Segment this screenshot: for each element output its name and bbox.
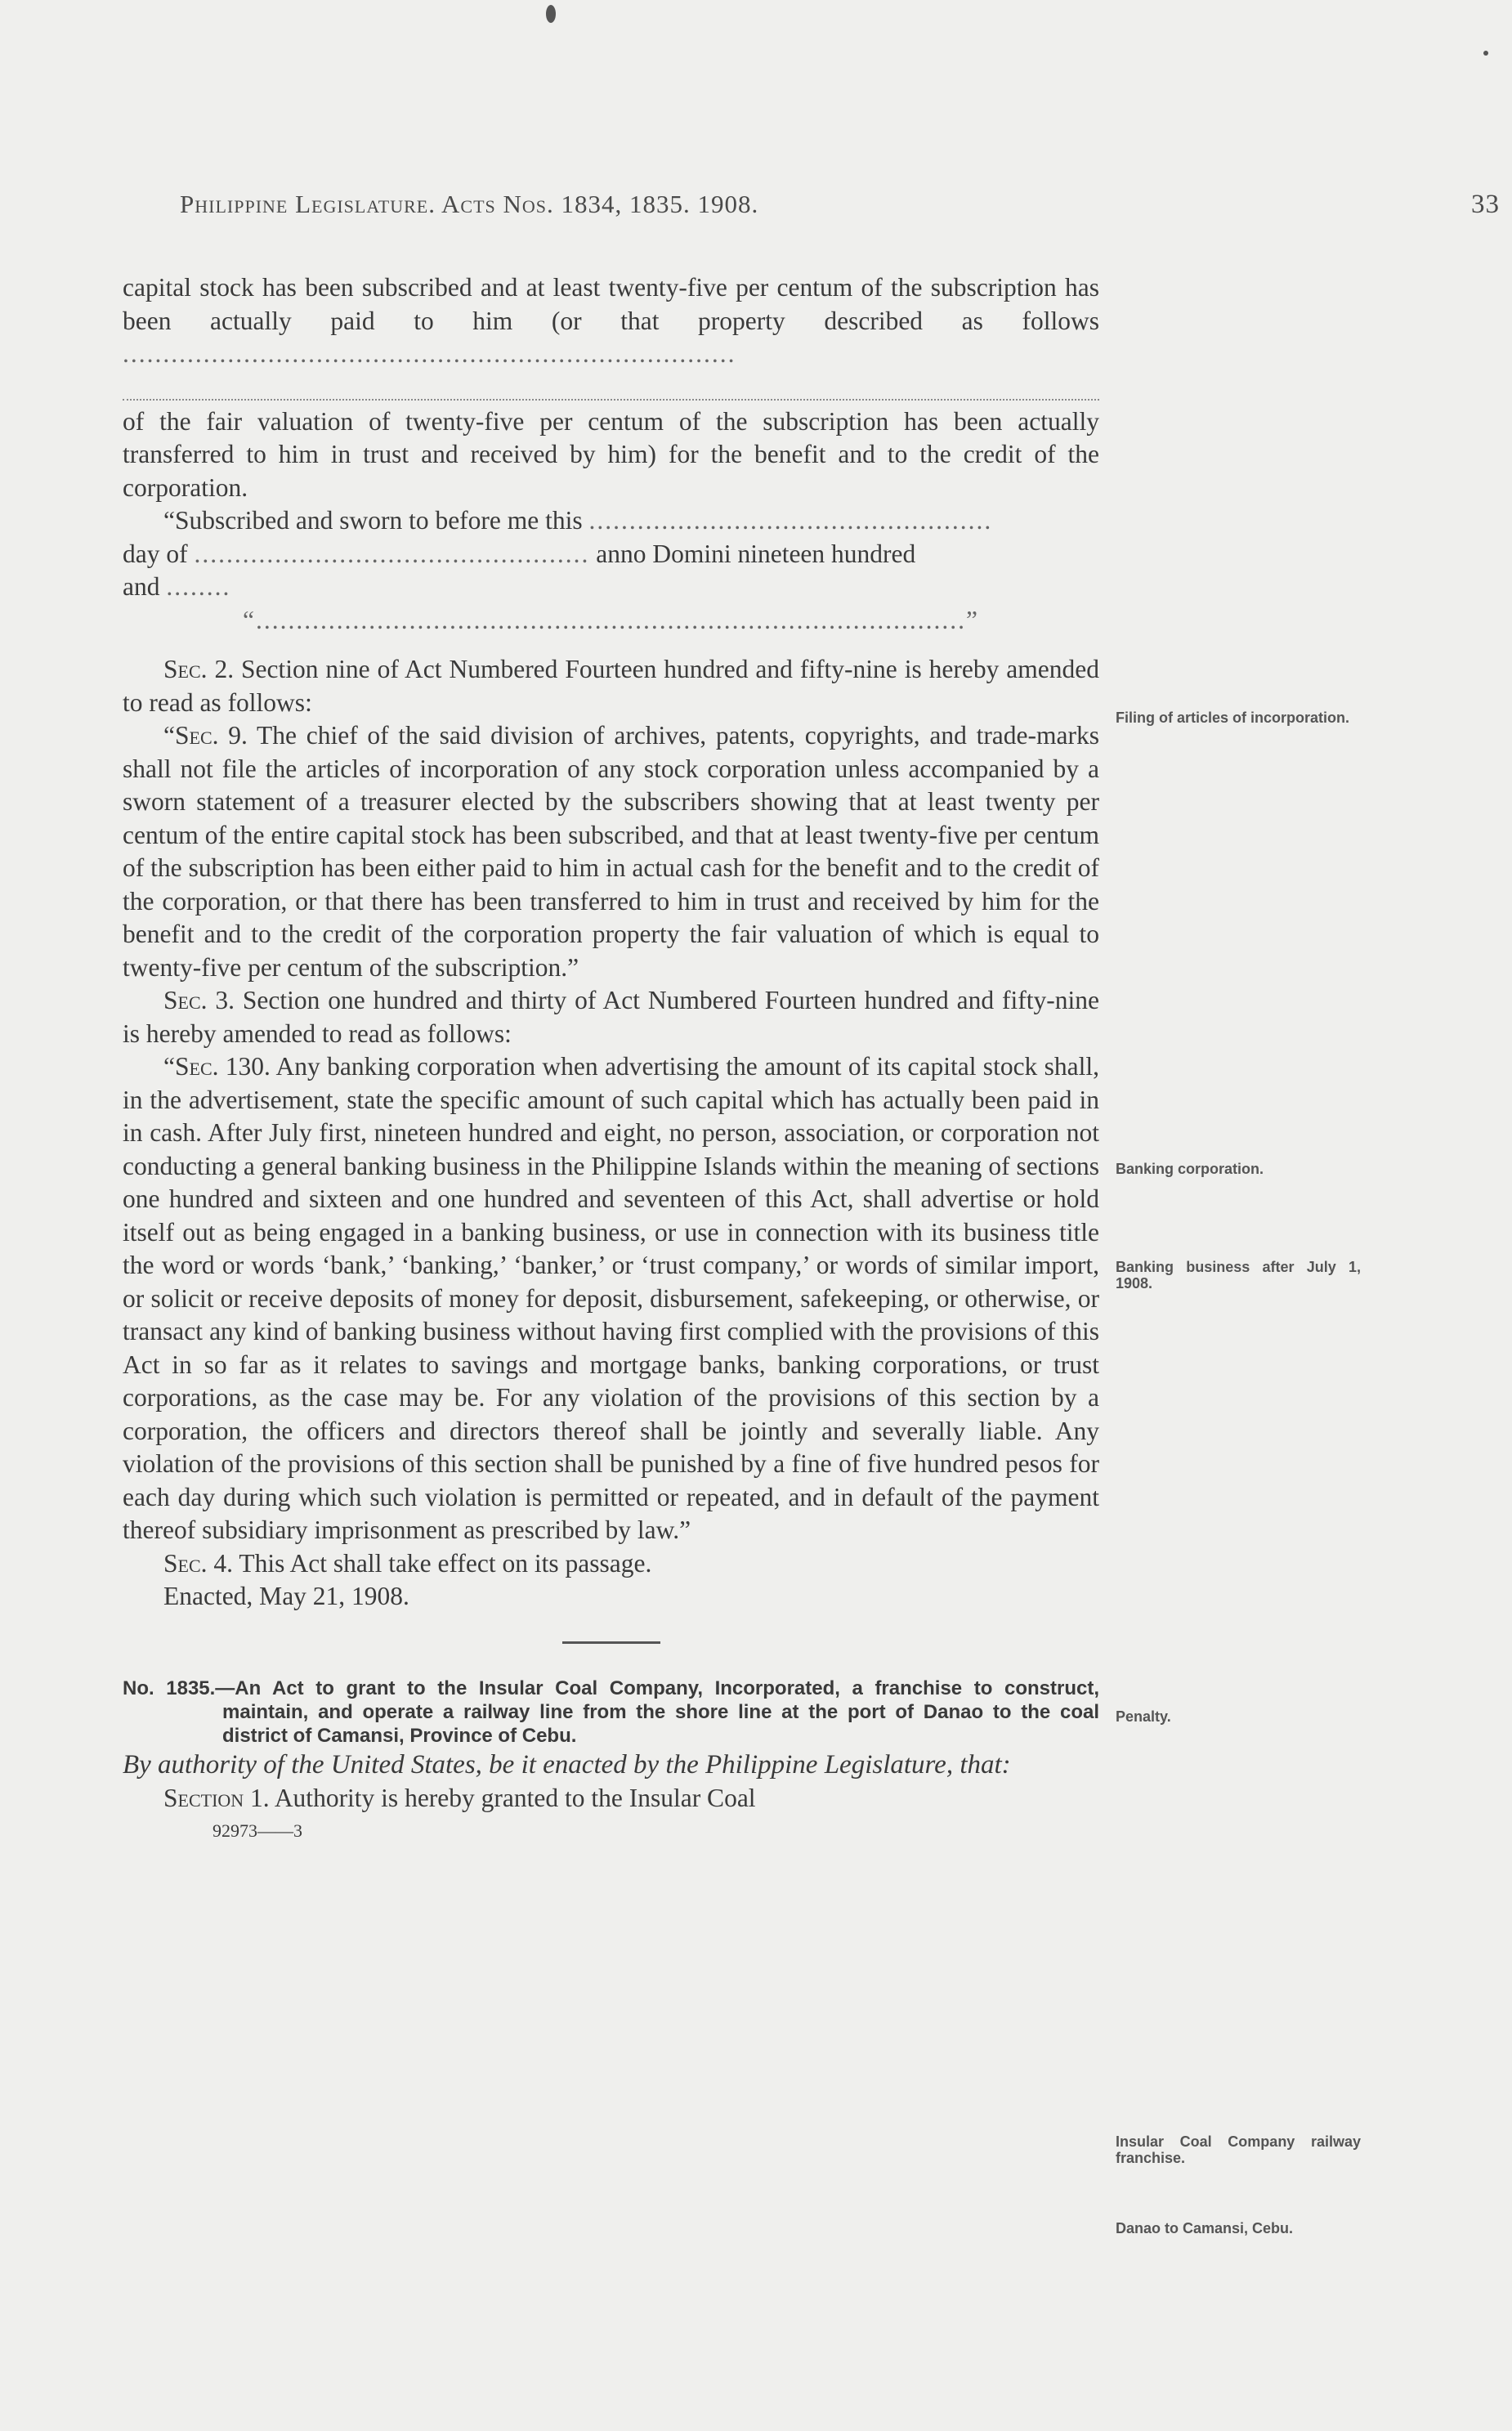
signature-mark: 92973——3 bbox=[212, 1820, 302, 1841]
paragraph: of the fair valuation of twenty-five per centum of the subscription has been actually transferred to him in trust and received by him) for the benefit and to the credit of the corporation. bbox=[123, 406, 1099, 502]
paragraph: “Subscribed and sworn to before me this .................................................. bbox=[163, 506, 993, 535]
section-9-text: “Sec. 9. The chief of the said division of archives, patents, copyrights, and trade-marks shall not file the articles of incorporation of any stock corporation unless accompanied by a sworn statement of a treasurer elected by the subscribers showing that at least twenty per centum of the entire capital stock has been subscribed, and that at least twenty-five per centum of the subscription has been either paid to him in actual cash for the benefit and to the credit of the corporation, or that there has been transferred to him in trust and received by him for the benefit and to the credit of the corporation property the fair valuation of which is equal to twenty-five per centum of the subscription.” bbox=[123, 721, 1099, 982]
margin-note-banking-corporation: Banking corporation. bbox=[1116, 1161, 1264, 1177]
margin-note-insular-coal: Insular Coal Company railway franchise. bbox=[1116, 2133, 1361, 2166]
margin-note-penalty: Penalty. bbox=[1116, 1708, 1171, 1725]
section-2: Sec. 2. Section nine of Act Numbered Fourteen hundred and fifty-nine is hereby amended to read as follows: bbox=[123, 655, 1099, 717]
running-title: Philippine Legislature. Acts Nos. 1834, 1835. 1908. bbox=[180, 190, 759, 218]
section-4: Sec. 4. This Act shall take effect on its passage. bbox=[163, 1548, 652, 1578]
paragraph: day of ................................................. anno Domini nineteen hundred bbox=[123, 539, 916, 568]
section-130-text: “Sec. 130. Any banking corporation when advertising the amount of its capital stock shall, in the advertisement, state the specific amount of such capital which has actually been paid in in cash. After July first, nineteen hundred and eight, no person, association, or corporation not conducting a general banking business in the Philippine Islands within the meaning of sections one hundred and sixteen and one hundred and seventeen of this Act, shall advertise or hold itself out as being engaged in a banking business, or use in connection with its business title the word or words ‘bank,’ ‘banking,’ ‘banker,’ or ‘trust company,’ or words of similar import, or solicit or receive deposits of money for deposit, disbursement, safekeeping, or otherwise, or transact any kind of banking business without having first complied with the provisions of this Act in so far as it relates to savings and mortgage banks, banking corporations, or trust corporations, as the case may be. For any violation of the provisions of this section by a corporation, the officers and directors thereof shall be jointly and severally liable. Any violation of the provisions of this section shall be punished by a fine of five hundred pesos for each day during which such violation is permitted or repeated, and in default of the payment thereof subsidiary imprisonment as prescribed by law.” bbox=[123, 1052, 1099, 1544]
act-title: No. 1835.—An Act to grant to the Insular Coal Company, Incorporated, a franchise to construct, maintain, and operate a railway line from the shore line at the port of Danao to the coal district of Camansi, Province of Cebu. bbox=[123, 1677, 1099, 1747]
signature-line: “........................................................................................” bbox=[243, 605, 979, 634]
enacting-clause: By authority of the United States, be it enacted by the Philippine Legislature, that: bbox=[123, 1749, 1011, 1780]
paragraph: and ........ bbox=[123, 572, 231, 601]
section-1: Section 1. Authority is hereby granted to the Insular Coal bbox=[163, 1783, 756, 1812]
section-3: Sec. 3. Section one hundred and thirty of Act Numbered Fourteen hundred and fifty-nine is hereby amended to read as follows: bbox=[123, 986, 1099, 1048]
ink-speck bbox=[1483, 51, 1488, 56]
enacted-date: Enacted, May 21, 1908. bbox=[163, 1582, 409, 1610]
ink-speck bbox=[546, 5, 556, 23]
margin-note-danao: Danao to Camansi, Cebu. bbox=[1116, 2220, 1294, 2236]
blank-fill-line bbox=[123, 371, 1099, 401]
margin-note-filing: Filing of articles of incorporation. bbox=[1116, 710, 1350, 726]
running-header bbox=[159, 190, 1500, 231]
margin-note-banking-business: Banking business after July 1, 1908. bbox=[1116, 1259, 1361, 1292]
paragraph: capital stock has been subscribed and at least twenty-five per centum of the subscription has been actually paid to him (or that property described as follows ............................................................................ bbox=[123, 273, 1099, 368]
body-text bbox=[123, 271, 1099, 1848]
divider-rule bbox=[562, 1641, 660, 1644]
page-number: 33 bbox=[1471, 190, 1500, 219]
